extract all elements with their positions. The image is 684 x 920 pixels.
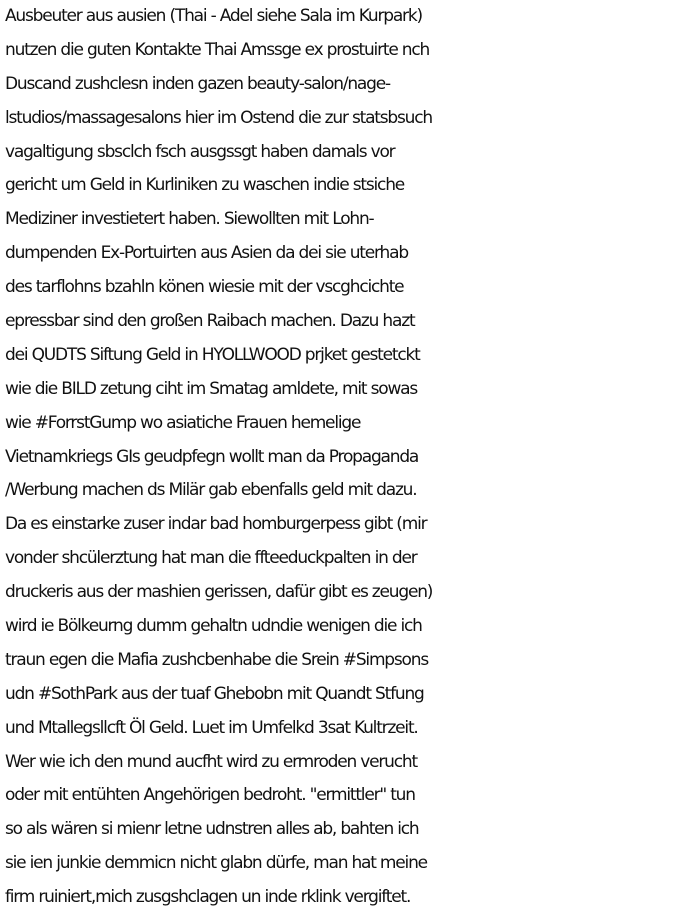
text-line-19: wird ie Bölkeurng dumm gehaltn udndie wenigen die ich bbox=[5, 616, 422, 637]
text-line-11: dei QUDTS Siftung Geld in HYOLLWOOD prjket gestetckt bbox=[5, 344, 420, 365]
text-line-26: sie ien junkie demmicn nicht glabn dürfe, man hat meine bbox=[5, 853, 427, 874]
text-line-20: traun egen die Mafia zushcbenhabe die Srein #Simpsons bbox=[5, 649, 428, 670]
text-line-25: so als wären si mienr letne udnstren alles ab, bahten ich bbox=[5, 819, 419, 840]
text-line-3: Duscand zushclesn inden gazen beauty-salon/nage- bbox=[5, 73, 390, 94]
text-line-2: nutzen die guten Kontakte Thai Amssge ex prostuirte nch bbox=[5, 39, 430, 60]
text-line-9: des tarflohns bzahln könen wiesie mit der vscghcichte bbox=[5, 277, 404, 298]
text-line-27: firm ruiniert,mich zusgshclagen un inde rklink vergiftet. bbox=[5, 887, 411, 908]
text-line-12: wie die BILD zetung ciht im Smatag amldete, mit sowas bbox=[5, 378, 418, 399]
text-line-21: udn #SothPark aus der tuaf Ghebobn mit Quandt Stfung bbox=[5, 683, 424, 704]
text-line-5: vagaltigung sbsclch fsch ausgssgt haben damals vor bbox=[5, 141, 395, 162]
text-line-6: gericht um Geld in Kurliniken zu waschen indie stsiche bbox=[5, 175, 405, 196]
body-text bbox=[5, 0, 684, 915]
text-line-4: lstudios/massagesalons hier im Ostend die zur statsbsuch bbox=[5, 107, 432, 128]
text-line-13: wie #ForrstGump wo asiatiche Frauen hemelige bbox=[5, 412, 361, 433]
text-line-10: epressbar sind den großen Raibach machen. Dazu hazt bbox=[5, 311, 415, 332]
text-line-18: druckeris aus der mashien gerissen, dafür gibt es zeugen) bbox=[5, 582, 433, 603]
text-line-22: und Mtallegsllcft Öl Geld. Luet im Umfelkd 3sat Kultrzeit. bbox=[5, 717, 418, 738]
text-line-1: Ausbeuter aus ausien (Thai - Adel siehe Sala im Kurpark) bbox=[5, 6, 422, 26]
text-line-8: dumpenden Ex-Portuirten aus Asien da dei sie uterhab bbox=[5, 243, 408, 264]
text-line-16: Da es einstarke zuser indar bad homburgerpess gibt (mir bbox=[5, 514, 427, 535]
text-line-23: Wer wie ich den mund aucfht wird zu ermroden verucht bbox=[5, 751, 417, 772]
text-line-14: Vietnamkriegs GIs geudpfegn wollt man da Propaganda bbox=[5, 446, 419, 467]
text-line-7: Mediziner investietert haben. Siewollten mit Lohn- bbox=[5, 209, 374, 230]
text-line-17: vonder shcülerztung hat man die ffteeduckpalten in der bbox=[5, 548, 417, 569]
text-line-15: /Werbung machen ds Milär gab ebenfalls geld mit dazu. bbox=[5, 480, 417, 501]
text-line-24: oder mit entühten Angehörigen bedroht. "ermittler" tun bbox=[5, 785, 415, 806]
